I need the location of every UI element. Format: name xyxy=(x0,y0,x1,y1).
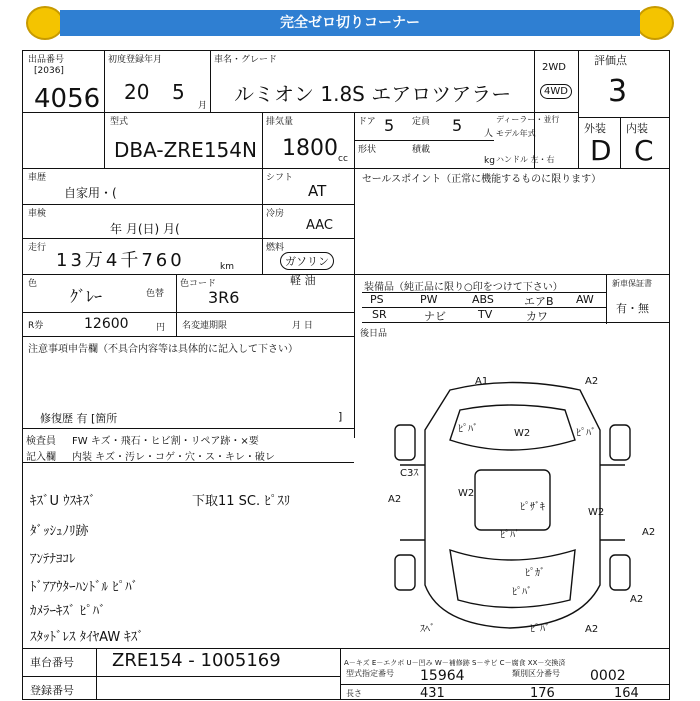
color-code: 3R6 xyxy=(208,288,240,307)
remark-right: 下取11 SC. ﾋﾟｽﾘ xyxy=(192,494,291,509)
mark-piba-3: ﾋﾟﾊﾞ xyxy=(500,530,520,541)
model-code: DBA-ZRE154N xyxy=(114,138,257,162)
mark-a2-bottom: A2 xyxy=(585,624,599,635)
caution-label: 注意事項申告欄（不具合内容等は具体的に記入して下さい） xyxy=(28,344,298,355)
shape-label: 形状 xyxy=(358,145,377,155)
mark-w2-3: W2 xyxy=(588,507,605,518)
remark-1: ｷｽﾞU ｳｽｷｽﾞ xyxy=(30,494,96,509)
lot-label: 出品番号 xyxy=(28,55,65,65)
first-reg-label: 初度登録年月 xyxy=(108,55,163,65)
int-label: 内装 xyxy=(626,122,648,135)
shift-value: AT xyxy=(308,182,327,200)
repair-label: 修復歴 有 [箇所 xyxy=(40,412,118,425)
mark-piga: ﾋﾟｶﾞ xyxy=(525,568,545,579)
chassis-label: 車台番号 xyxy=(30,656,74,669)
ac-label: 冷房 xyxy=(266,209,285,219)
model-year-label: モデル年式 xyxy=(496,129,536,138)
width-value: 176 xyxy=(530,686,555,701)
mark-piba-1: ﾋﾟﾊﾞ xyxy=(458,424,478,435)
mascot-left-icon xyxy=(26,6,64,40)
handle-label: ハンドル 左・右 xyxy=(496,155,555,164)
reg-month: 5 xyxy=(172,80,185,104)
person-unit: 人 xyxy=(484,129,494,139)
class-label: 類別区分番号 xyxy=(512,669,560,678)
notes-label: 記入欄 xyxy=(26,452,56,463)
mark-c3: C3ｽ xyxy=(400,468,419,479)
notes-items: 内装 キズ・汚レ・コゲ・穴・ス・キレ・破レ xyxy=(72,452,275,463)
fuel-alt: 軽 油 xyxy=(290,274,316,287)
equip-airbag: エアB xyxy=(524,295,554,308)
displacement: 1800 xyxy=(282,136,338,161)
fuel-value: ガソリン xyxy=(280,252,334,270)
spec-value: 15964 xyxy=(420,668,465,684)
cap-label: 定員 xyxy=(412,117,431,127)
remark-6: ｽﾀｯﾄﾞﾚｽ ﾀｲﾔAW ｷｽﾞ xyxy=(30,630,144,645)
class-value: 0002 xyxy=(590,668,626,684)
fuel-label: 燃料 xyxy=(266,243,285,253)
equip-abs: ABS xyxy=(472,293,494,306)
lot-sub: [2036] xyxy=(34,66,64,76)
repair-bracket: ] xyxy=(338,410,343,423)
equip-sr: SR xyxy=(372,308,387,321)
warranty-label: 新車保証書 xyxy=(612,279,652,288)
color-code-label: 色コード xyxy=(180,279,217,289)
mascot-right-icon xyxy=(636,6,674,40)
car-name-label: 車名・グレード xyxy=(214,55,278,65)
int-grade: C xyxy=(634,134,654,167)
color-label: 色 xyxy=(28,279,38,289)
mark-piba-2: ﾋﾟﾊﾞ xyxy=(576,428,596,439)
remark-2: ﾀﾞｯｼｭﾉﾘ跡 xyxy=(30,524,89,539)
mark-piba-5: ﾋﾟﾊﾞ xyxy=(530,624,550,635)
banner-title: 完全ゼロ切りコーナー xyxy=(60,10,640,36)
ext-grade: D xyxy=(590,134,612,167)
spec-label: 型式指定番号 xyxy=(346,669,394,678)
capacity: 5 xyxy=(452,116,463,135)
model-label: 型式 xyxy=(110,117,129,127)
inspector-items: FW キズ・飛石・ヒビ割・リペア跡・×要 xyxy=(72,436,259,447)
sales-point-label: セールスポイント（正常に機能するものに限ります） xyxy=(362,174,602,185)
eval-score: 3 xyxy=(608,74,628,109)
door-label: ドア xyxy=(358,117,376,127)
damage-legend: A－キズ E－エクボ U－凹み W－補修跡 S－サビ C－腐食 XX－交換済 xyxy=(344,659,566,667)
recycle-value: 12600 xyxy=(84,316,129,332)
chassis-value: ZRE154 - 1005169 xyxy=(112,650,281,671)
drive-4wd: 4WD xyxy=(540,84,572,99)
title-change-label: 名変連期限 xyxy=(182,321,228,331)
inspection-label: 車検 xyxy=(28,209,47,219)
equip-aw: AW xyxy=(576,293,594,306)
mark-w2-2: W2 xyxy=(458,488,475,499)
remark-5: ｶﾒﾗｰｷｽﾞ ﾋﾟﾊﾞ xyxy=(30,604,106,619)
remark-4: ﾄﾞｱｱｳﾀｰﾊﾝﾄﾞﾙ ﾋﾟﾊﾞ xyxy=(30,580,139,595)
kg-unit: kg xyxy=(484,156,495,166)
mark-w2-1: W2 xyxy=(514,428,531,439)
reg-year: 20 xyxy=(124,80,150,104)
use-value: 自家用・( xyxy=(64,186,117,200)
equip-tv: TV xyxy=(478,308,493,321)
recycle-label: R券 xyxy=(28,321,44,331)
car-damage-diagram xyxy=(380,370,670,640)
after-label: 後日品 xyxy=(360,329,388,339)
color-swap-label: 色替 xyxy=(146,289,165,299)
shift-label: シフト xyxy=(266,173,294,183)
equip-pw: PW xyxy=(420,293,438,306)
mark-pizaki: ﾋﾟｻﾞｷ xyxy=(520,502,545,513)
use-label: 車歴 xyxy=(28,173,47,183)
mileage-value: 13万4千760 xyxy=(56,250,185,271)
mark-a1: A1 xyxy=(475,376,489,387)
equip-navi: ナビ xyxy=(424,310,446,323)
dims-label: 長さ xyxy=(346,689,362,698)
ext-label: 外装 xyxy=(584,122,606,135)
car-name: ルミオン 1.8S エアロツアラー xyxy=(234,82,512,106)
inspection-value: 年 月(日) 月( xyxy=(110,222,180,236)
mark-sube: ｽﾍﾞ xyxy=(420,624,435,635)
eval-label: 評価点 xyxy=(594,54,627,67)
inspector-label: 検査員 xyxy=(26,436,56,447)
month-unit: 月 xyxy=(198,101,208,111)
mileage-label: 走行 xyxy=(28,243,47,253)
equip-leather: カワ xyxy=(526,310,548,323)
mark-a2-left: A2 xyxy=(388,494,402,505)
reg-label: 登録番号 xyxy=(30,684,74,697)
height-value: 164 xyxy=(614,686,639,701)
remark-3: ｱﾝﾃﾅﾖｺﾚ xyxy=(30,552,76,567)
yen-unit: 円 xyxy=(156,323,166,333)
mark-a2-br: A2 xyxy=(630,594,644,605)
equip-ps: PS xyxy=(370,293,384,306)
mark-a2-right: A2 xyxy=(642,527,656,538)
equipment-label: 装備品（純正品に限り○印をつけて下さい） xyxy=(364,282,563,293)
km-unit: km xyxy=(220,262,234,272)
doors: 5 xyxy=(384,116,395,135)
drive-2wd: 2WD xyxy=(542,62,566,73)
cc-unit: cc xyxy=(338,154,348,164)
mark-a2-top: A2 xyxy=(585,376,599,387)
ac-value: AAC xyxy=(306,218,333,233)
load-label: 積載 xyxy=(412,145,431,155)
lot-number: 4056 xyxy=(34,84,101,114)
warranty-value: 有・無 xyxy=(616,302,649,315)
title-change-unit: 月 日 xyxy=(292,321,313,331)
disp-label: 排気量 xyxy=(266,117,294,127)
length-value: 431 xyxy=(420,686,445,701)
color-value: ｸﾞﾚｰ xyxy=(70,287,103,306)
dealer-label: ディーラー・並行 xyxy=(496,115,560,124)
mark-piba-4: ﾋﾟﾊﾞ xyxy=(512,587,532,598)
